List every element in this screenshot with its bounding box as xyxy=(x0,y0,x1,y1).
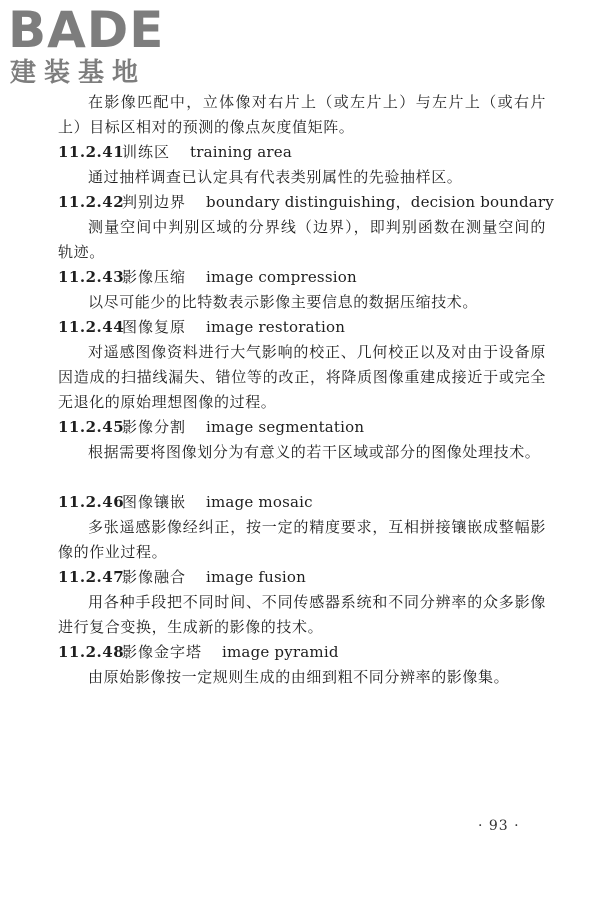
term-heading xyxy=(58,190,554,215)
term-number: 11.2.42 xyxy=(58,193,125,211)
term-heading xyxy=(58,140,546,165)
term-english: training area xyxy=(190,143,292,161)
term-english: image fusion xyxy=(206,568,307,586)
term-heading xyxy=(58,415,546,440)
term-chinese: 影像压缩 xyxy=(122,268,187,286)
term-english: image restoration xyxy=(206,318,346,336)
term-definition: 用各种手段把不同时间、不同传感器系统和不同分辨率的众多影像进行复合变换，生成新的影像的技术。 xyxy=(58,593,546,636)
intro-paragraph: 在影像匹配中，立体像对右片上（或左片上）与左片上（或右片上）目标区相对的预测的像点灰度值矩阵。 xyxy=(58,93,546,136)
term-number: 11.2.47 xyxy=(58,568,125,586)
term-number: 11.2.48 xyxy=(58,643,125,661)
term-heading xyxy=(58,640,546,665)
term-heading xyxy=(58,565,546,590)
term-chinese: 判别边界 xyxy=(122,193,187,211)
term-heading xyxy=(58,490,546,515)
term-number: 11.2.46 xyxy=(58,493,125,511)
glossary-content xyxy=(58,90,554,715)
term-number: 11.2.45 xyxy=(58,418,125,436)
logo-subtitle: 建装基地 xyxy=(10,58,147,88)
term-definition: 通过抽样调查已认定具有代表类别属性的先验抽样区。 xyxy=(88,168,463,186)
term-english: image segmentation xyxy=(206,418,365,436)
term-english: image mosaic xyxy=(206,493,313,511)
term-chinese: 影像分割 xyxy=(122,418,187,436)
term-number: 11.2.44 xyxy=(58,318,125,336)
term-definition: 对遥感图像资料进行大气影响的校正、几何校正以及对由于设备原因造成的扫描线漏失、错位等的改正，将降质图像重建成接近于或完全无退化的原始理想图像的过程。 xyxy=(58,343,546,411)
term-heading xyxy=(58,265,546,290)
term-english: image compression xyxy=(206,268,357,286)
term-definition: 以尽可能少的比特数表示影像主要信息的数据压缩技术。 xyxy=(88,293,479,311)
page-number: · 93 · xyxy=(478,818,520,834)
term-chinese: 图像复原 xyxy=(122,318,187,336)
term-chinese: 影像金字塔 xyxy=(122,643,203,661)
term-number: 11.2.41 xyxy=(58,143,125,161)
logo-wordmark: BADE xyxy=(8,1,165,59)
term-chinese: 图像镶嵌 xyxy=(122,493,187,511)
brand-logo xyxy=(8,2,183,94)
term-chinese: 训练区 xyxy=(122,143,171,161)
term-definition: 测量空间中判别区域的分界线（边界），即判别函数在测量空间的轨迹。 xyxy=(58,218,546,261)
term-number: 11.2.43 xyxy=(58,268,125,286)
term-english: image pyramid xyxy=(222,643,339,661)
term-definition: 由原始影像按一定规则生成的由细到粗不同分辨率的影像集。 xyxy=(88,668,510,686)
term-definition: 根据需要将图像划分为有意义的若干区域或部分的图像处理技术。 xyxy=(88,443,541,461)
term-heading xyxy=(58,315,546,340)
term-definition: 多张遥感影像经纠正，按一定的精度要求，互相拼接镶嵌成整幅影像的作业过程。 xyxy=(58,518,546,561)
term-chinese: 影像融合 xyxy=(122,568,187,586)
term-english: boundary distinguishing，decision boundary xyxy=(206,193,554,211)
